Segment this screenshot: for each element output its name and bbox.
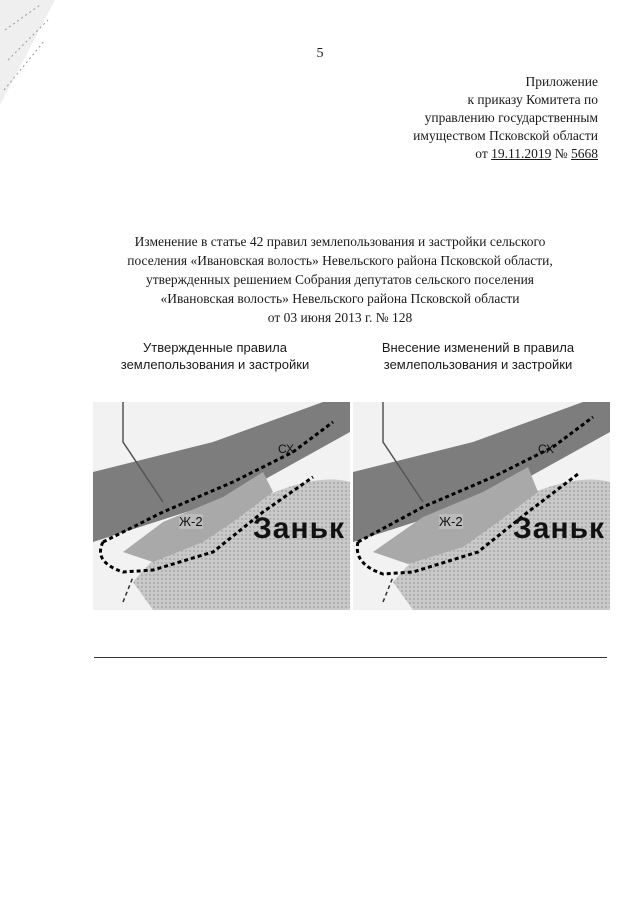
heading-line: Утвержденные правила (143, 340, 287, 355)
heading-line: землепользования и застройки (120, 357, 310, 372)
order-date: 19.11.2019 (491, 146, 552, 161)
appendix-line: к приказу Комитета по (467, 92, 598, 107)
date-prefix: от (475, 146, 488, 161)
appendix-line: имуществом Псковской области (413, 128, 598, 143)
appendix-line: Приложение (525, 74, 598, 89)
place-label: Заньк (253, 512, 346, 545)
zone-label-zh2: Ж-2 (439, 514, 463, 529)
column-heading-changes (358, 339, 598, 373)
title-line: поселения «Ивановская волость» Невельского района Псковской области, (127, 253, 553, 268)
appendix-date-line (413, 145, 598, 163)
zone-label-sh: СХ (538, 442, 554, 456)
title-line: «Ивановская волость» Невельского района Псковской области (160, 291, 520, 306)
appendix-header (413, 73, 598, 163)
title-line: утвержденных решением Собрания депутатов сельского поселения (146, 272, 534, 287)
document-title (70, 232, 610, 327)
number-sign: № (554, 146, 568, 161)
heading-line: Внесение изменений в правила (381, 340, 575, 355)
appendix-line: управлению государственным (424, 110, 598, 125)
order-number: 5668 (571, 146, 598, 161)
map-changes (353, 402, 610, 610)
bottom-divider (94, 657, 607, 658)
heading-line: землепользования и застройки (383, 357, 573, 372)
title-line: от 03 июня 2013 г. № 128 (267, 310, 413, 325)
place-label: Заньк (513, 512, 606, 545)
title-line: Изменение в статье 42 правил землепользования и застройки сельского (134, 234, 546, 249)
page-number: 5 (316, 46, 324, 61)
column-heading-approved (95, 339, 335, 373)
zone-label-zh2: Ж-2 (179, 514, 203, 529)
zone-label-sh: СХ (278, 442, 294, 456)
map-approved (93, 402, 350, 610)
